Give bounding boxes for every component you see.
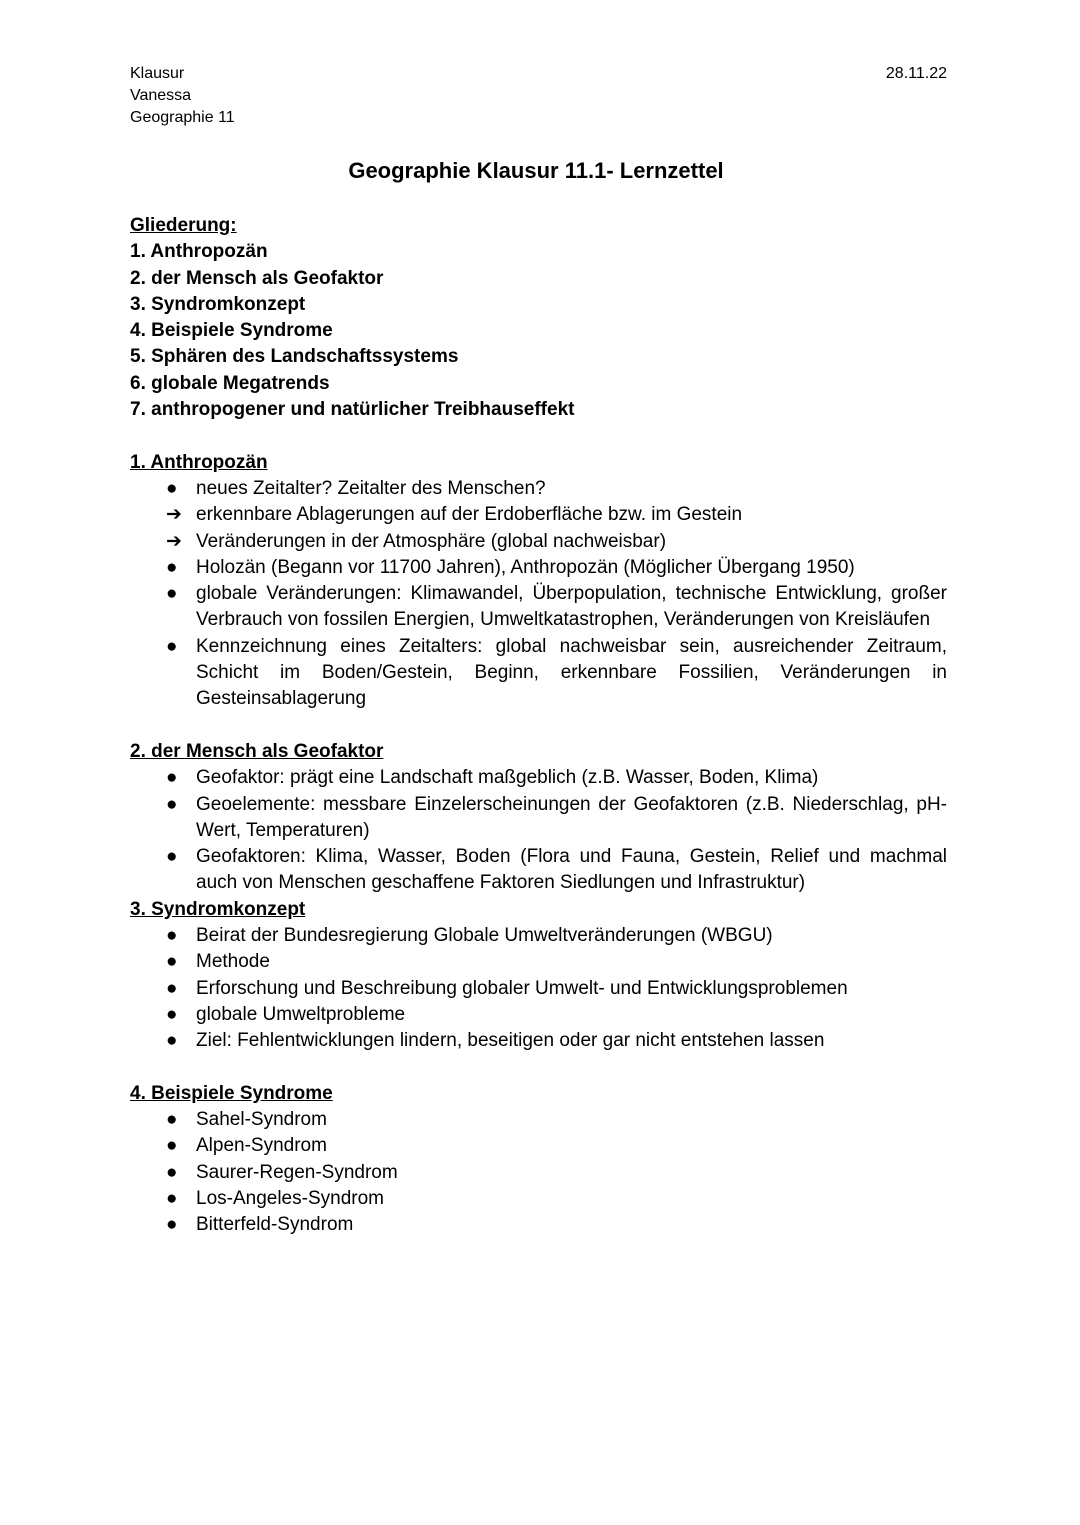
list-item-text: Veränderungen in der Atmosphäre (global nachweisbar) xyxy=(196,530,667,552)
list-item-text: Saurer-Regen-Syndrom xyxy=(196,1161,398,1183)
list-item-text: Kennzeichnung eines Zeitalters: global nachweisbar sein, ausreichender Zeitraum, Schicht im Boden/Gestein, Beginn, erkennbare Fossilien, Veränderungen in Gesteinsablagerung xyxy=(196,635,947,710)
list-item xyxy=(130,1133,947,1159)
bullet-icon: ● xyxy=(166,1187,178,1209)
bullet-icon: ● xyxy=(166,1161,178,1183)
bullet-icon: ● xyxy=(166,767,178,789)
bullet-icon: ● xyxy=(166,846,178,868)
list-item-text: erkennbare Ablagerungen auf der Erdoberfläche bzw. im Gestein xyxy=(196,504,743,526)
header-line: Geographie 11 xyxy=(130,109,235,126)
document-body xyxy=(130,213,947,1239)
list-item xyxy=(130,1107,947,1133)
list-item-text: Los-Angeles-Syndrom xyxy=(196,1187,384,1209)
section xyxy=(130,739,947,897)
toc-item: 2. der Mensch als Geofaktor xyxy=(130,267,384,289)
list-item xyxy=(130,765,947,791)
blank-line xyxy=(130,713,947,739)
toc-item: 1. Anthropozän xyxy=(130,241,268,263)
list-item xyxy=(130,476,947,502)
document-header xyxy=(130,63,235,129)
list-item xyxy=(130,555,947,581)
list-item xyxy=(130,1028,947,1054)
list-item-text: neues Zeitalter? Zeitalter des Menschen? xyxy=(196,477,546,499)
section-heading: 3. Syndromkonzept xyxy=(130,898,306,920)
list-item xyxy=(130,529,947,555)
header-line: Klausur xyxy=(130,65,185,82)
section xyxy=(130,897,947,1055)
bullet-icon: ● xyxy=(166,951,178,973)
toc-item: 4. Beispiele Syndrome xyxy=(130,320,333,342)
list-item xyxy=(130,949,947,975)
bullet-icon: ● xyxy=(166,1214,178,1236)
blank-line xyxy=(130,1055,947,1081)
section-heading: 4. Beispiele Syndrome xyxy=(130,1082,333,1104)
bullet-icon: ● xyxy=(166,1109,178,1131)
section xyxy=(130,450,947,713)
header-line: Vanessa xyxy=(130,87,192,104)
list-item xyxy=(130,923,947,949)
bullet-icon: ● xyxy=(166,477,178,499)
bullet-icon: ● xyxy=(166,925,178,947)
list-item-text: Bitterfeld-Syndrom xyxy=(196,1214,354,1236)
arrow-icon: ➔ xyxy=(166,504,182,526)
list-item xyxy=(130,1002,947,1028)
bullet-icon: ● xyxy=(166,583,178,605)
list-item xyxy=(130,1186,947,1212)
bullet-icon: ● xyxy=(166,977,178,999)
list-item-text: Geoelemente: messbare Einzelerscheinungen der Geofaktoren (z.B. Niederschlag, pH-Wert, Temperaturen) xyxy=(196,793,947,841)
list-item xyxy=(130,581,947,634)
list-item-text: Geofaktoren: Klima, Wasser, Boden (Flora und Fauna, Gestein, Relief und machmal auch von Menschen geschaffene Faktoren Siedlungen und Infrastruktur) xyxy=(196,846,947,894)
list-item-text: Ziel: Fehlentwicklungen lindern, beseitigen oder gar nicht entstehen lassen xyxy=(196,1030,825,1052)
bullet-icon: ● xyxy=(166,1135,178,1157)
list-item xyxy=(130,844,947,897)
toc-item: 7. anthropogener und natürlicher Treibhauseffekt xyxy=(130,399,575,421)
toc-heading: Gliederung: xyxy=(130,215,237,236)
list-item-text: globale Veränderungen: Klimawandel, Überpopulation, technische Entwicklung, großer Verbrauch von fossilen Energien, Umweltkatastrophen, Veränderungen von Kreisläufen xyxy=(196,583,947,631)
list-item xyxy=(130,502,947,528)
toc-item: 5. Sphären des Landschaftssystems xyxy=(130,346,459,368)
arrow-icon: ➔ xyxy=(166,530,182,552)
toc-item: 3. Syndromkonzept xyxy=(130,293,306,315)
list-item-text: Erforschung und Beschreibung globaler Umwelt- und Entwicklungsproblemen xyxy=(196,977,848,999)
table-of-contents xyxy=(130,239,947,423)
list-item xyxy=(130,1160,947,1186)
section-heading: 1. Anthropozän xyxy=(130,451,268,473)
blank-line xyxy=(130,423,947,449)
bullet-icon: ● xyxy=(166,556,178,578)
list-item-text: Alpen-Syndrom xyxy=(196,1135,327,1157)
section-heading: 2. der Mensch als Geofaktor xyxy=(130,740,384,762)
list-item xyxy=(130,1212,947,1238)
list-item-text: Sahel-Syndrom xyxy=(196,1109,327,1131)
bullet-icon: ● xyxy=(166,1030,178,1052)
bullet-icon: ● xyxy=(166,1003,178,1025)
list-item xyxy=(130,792,947,845)
bullet-icon: ● xyxy=(166,793,178,815)
list-item-text: Beirat der Bundesregierung Globale Umweltveränderungen (WBGU) xyxy=(196,925,773,947)
list-item xyxy=(130,634,947,713)
toc-item: 6. globale Megatrends xyxy=(130,372,330,394)
document-date: 28.11.22 xyxy=(885,65,947,82)
bullet-icon: ● xyxy=(166,635,178,657)
list-item-text: Methode xyxy=(196,951,270,973)
section xyxy=(130,1081,947,1239)
list-item-text: globale Umweltprobleme xyxy=(196,1003,406,1025)
list-item xyxy=(130,976,947,1002)
list-item-text: Geofaktor: prägt eine Landschaft maßgeblich (z.B. Wasser, Boden, Klima) xyxy=(196,767,819,789)
list-item-text: Holozän (Begann vor 11700 Jahren), Anthropozän (Möglicher Übergang 1950) xyxy=(196,556,855,578)
page-title: Geographie Klausur 11.1- Lernzettel xyxy=(348,158,724,183)
